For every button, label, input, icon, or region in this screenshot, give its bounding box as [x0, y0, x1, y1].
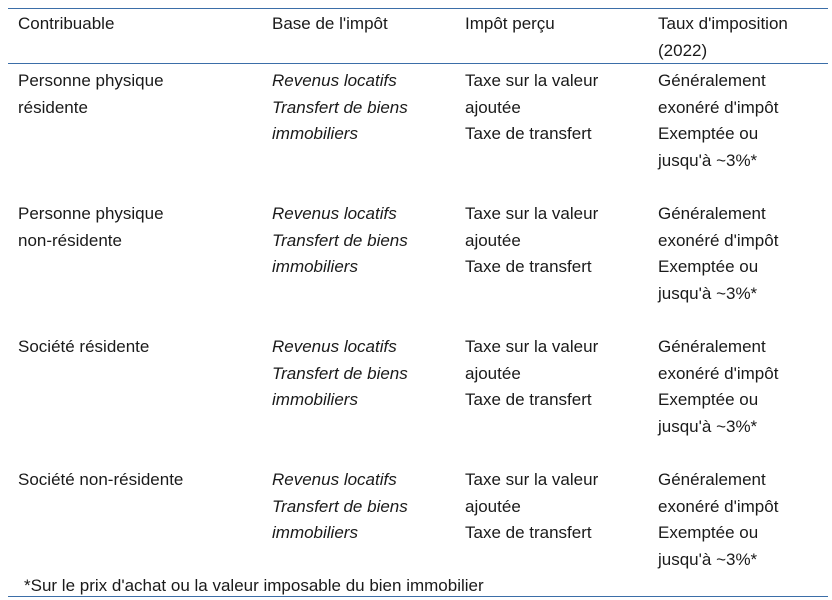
tax-rate-line: Généralement	[658, 337, 766, 356]
tax-rate-cell	[648, 463, 828, 596]
table-footnote: *Sur le prix d'achat ou la valeur imposable du bien immobilier	[24, 576, 484, 595]
tax-levied-cell	[455, 64, 648, 197]
tax-rate-line: exonéré d'impôt	[658, 230, 779, 250]
taxpayer-line: Personne physique	[18, 204, 164, 223]
tax-levied-line: Taxe de transfert	[465, 390, 592, 410]
table-row	[8, 330, 828, 463]
taxpayer-line: Société résidente	[18, 337, 150, 356]
taxpayer-line: Société non-résidente	[18, 470, 184, 489]
tax-levied-line: Taxe de transfert	[465, 523, 592, 543]
tax-base-line: immobiliers	[272, 390, 358, 410]
tax-levied-line: ajoutée	[465, 230, 521, 250]
tax-base-line: Transfert de biens	[272, 363, 408, 383]
tax-base-line: Revenus locatifs	[272, 470, 397, 489]
tax-rate-line: Exemptée ou	[658, 124, 759, 144]
tax-base-line: Revenus locatifs	[272, 337, 397, 356]
tax-rate-cell	[648, 197, 828, 330]
tax-rate-line: jusqu'à ~3%*	[658, 150, 758, 170]
tax-levied-line: ajoutée	[465, 363, 521, 383]
tax-levied-cell	[455, 197, 648, 330]
tax-base-line: Transfert de biens	[272, 496, 408, 516]
header-tax-rate	[648, 9, 828, 63]
tax-base-cell	[262, 330, 455, 463]
taxpayer-line: non-résidente	[18, 230, 122, 250]
taxpayer-line: Personne physique	[18, 71, 164, 90]
tax-rate-line: Généralement	[658, 71, 766, 90]
tax-rate-line: Exemptée ou	[658, 390, 759, 410]
tax-rate-line: jusqu'à ~3%*	[658, 416, 758, 436]
tax-rate-line: Exemptée ou	[658, 257, 759, 277]
tax-base-cell	[262, 64, 455, 197]
tax-rate-line: Généralement	[658, 204, 766, 223]
tax-levied-line: Taxe sur la valeur	[465, 470, 599, 489]
tax-levied-line: Taxe sur la valeur	[465, 204, 599, 223]
tax-table	[8, 8, 828, 597]
tax-base-cell	[262, 197, 455, 330]
tax-levied-line: Taxe sur la valeur	[465, 337, 599, 356]
header-tax-levied: Impôt perçu	[465, 14, 555, 33]
taxpayer-cell	[8, 64, 262, 197]
tax-base-line: immobiliers	[272, 523, 358, 543]
tax-rate-line: exonéré d'impôt	[658, 496, 779, 516]
taxpayer-line: résidente	[18, 97, 88, 117]
tax-levied-cell	[455, 330, 648, 463]
tax-levied-line: Taxe sur la valeur	[465, 71, 599, 90]
tax-rate-line: exonéré d'impôt	[658, 97, 779, 117]
table-row	[8, 197, 828, 330]
tax-rate-cell	[648, 330, 828, 463]
taxpayer-cell	[8, 330, 262, 463]
tax-levied-line: Taxe de transfert	[465, 124, 592, 144]
header-taxpayer: Contribuable	[18, 14, 115, 33]
tax-base-line: Revenus locatifs	[272, 204, 397, 223]
tax-rate-line: jusqu'à ~3%*	[658, 549, 758, 569]
header-tax-rate-line1: Taux d'imposition	[658, 14, 788, 33]
tax-rate-line: Généralement	[658, 470, 766, 489]
tax-rate-line: jusqu'à ~3%*	[658, 283, 758, 303]
tax-base-line: immobiliers	[272, 257, 358, 277]
tax-base-line: Revenus locatifs	[272, 71, 397, 90]
tax-rate-line: Exemptée ou	[658, 523, 759, 543]
tax-levied-line: Taxe de transfert	[465, 257, 592, 277]
tax-base-line: immobiliers	[272, 124, 358, 144]
tax-levied-line: ajoutée	[465, 496, 521, 516]
table-row	[8, 64, 828, 197]
header-tax-rate-line2: (2022)	[658, 40, 708, 60]
tax-base-line: Transfert de biens	[272, 97, 408, 117]
table-header-row	[8, 9, 828, 63]
tax-rate-cell	[648, 64, 828, 197]
taxpayer-cell	[8, 197, 262, 330]
header-tax-base: Base de l'impôt	[272, 14, 388, 33]
tax-rate-line: exonéré d'impôt	[658, 363, 779, 383]
tax-base-line: Transfert de biens	[272, 230, 408, 250]
tax-levied-line: ajoutée	[465, 97, 521, 117]
